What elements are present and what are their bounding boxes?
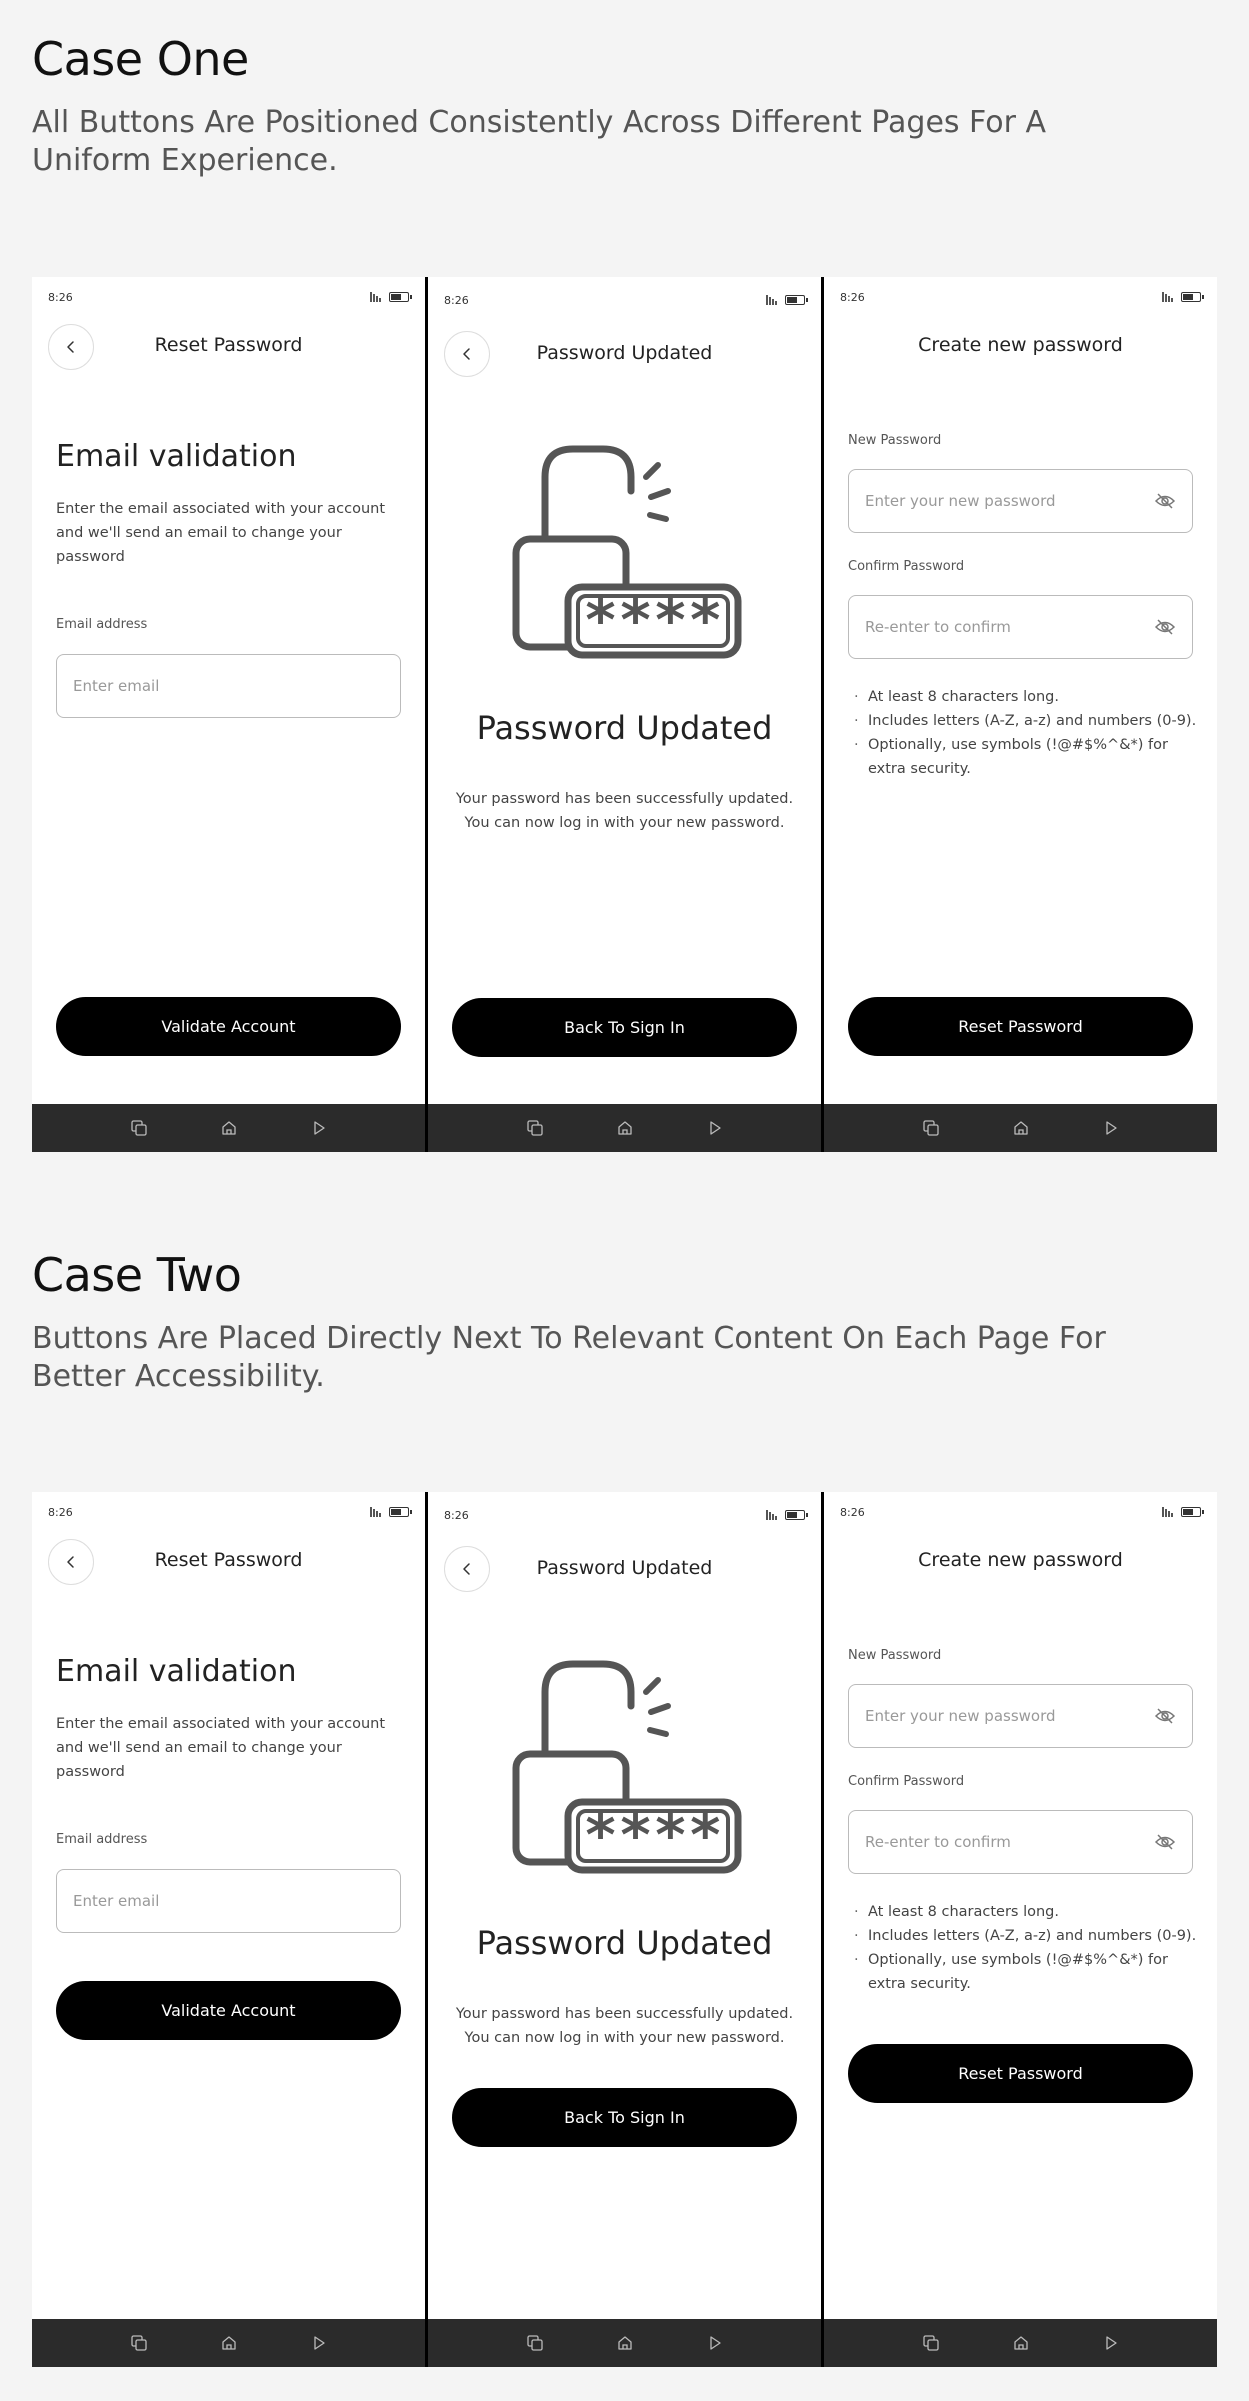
play-back-icon[interactable] [705, 1118, 725, 1138]
confirm-password-field[interactable] [848, 1810, 1193, 1874]
header-title: Password Updated [536, 1557, 713, 1579]
case-two-description: Buttons Are Placed Directly Next To Relevant Content On Each Page For Better Accessibility. [32, 1321, 1106, 1394]
email-placeholder: Enter email [73, 1892, 160, 1910]
play-back-icon[interactable] [1101, 2333, 1121, 2353]
screen-password-updated [428, 277, 821, 1152]
battery-icon [1181, 1507, 1201, 1517]
home-icon[interactable] [615, 2333, 635, 2353]
recent-apps-icon[interactable] [129, 2333, 149, 2353]
play-back-icon[interactable] [705, 2333, 725, 2353]
new-password-field[interactable] [848, 1684, 1193, 1748]
new-password-placeholder: Enter your new password [865, 1707, 1056, 1725]
password-rule: · Includes letters (A-Z, a-z) and numbers (0-9). [854, 709, 1199, 733]
screen-password-updated [428, 1492, 821, 2367]
signal-icon [1162, 292, 1173, 302]
android-nav-bar [32, 1104, 425, 1152]
status-bar [48, 287, 409, 307]
play-back-icon[interactable] [1101, 1118, 1121, 1138]
case-one-description: All Buttons Are Positioned Consistently Across Different Pages For A Uniform Experience. [32, 105, 1046, 178]
confirm-password-label: Confirm Password [848, 559, 965, 574]
confirm-password-placeholder: Re-enter to confirm [865, 618, 1011, 636]
password-rules-list [854, 685, 1199, 781]
eye-off-icon[interactable] [1154, 1705, 1176, 1727]
android-nav-bar [32, 2319, 425, 2367]
eye-off-icon[interactable] [1154, 490, 1176, 512]
back-to-sign-in-button[interactable]: Back To Sign In [452, 2088, 797, 2147]
password-rule: · At least 8 characters long. [854, 685, 1199, 709]
status-time: 8:26 [840, 290, 865, 304]
password-updated-heading: Password Updated [476, 709, 773, 747]
header-title: Reset Password [154, 1549, 303, 1571]
signal-icon [766, 1510, 777, 1520]
case-one-screens [32, 277, 1217, 1152]
screen-reset-password [32, 277, 425, 1152]
android-nav-bar [824, 2319, 1217, 2367]
recent-apps-icon[interactable] [129, 1118, 149, 1138]
heading-email-validation: Email validation [56, 1654, 297, 1689]
signal-icon [370, 292, 381, 302]
battery-icon [785, 1510, 805, 1520]
play-back-icon[interactable] [309, 2333, 329, 2353]
android-nav-bar [428, 1104, 821, 1152]
new-password-placeholder: Enter your new password [865, 492, 1056, 510]
home-icon[interactable] [1011, 1118, 1031, 1138]
password-rule: · Optionally, use symbols (!@#$%^&*) for extra security. [854, 733, 1199, 781]
home-icon[interactable] [1011, 2333, 1031, 2353]
password-rule: · At least 8 characters long. [854, 1900, 1199, 1924]
battery-icon [785, 295, 805, 305]
password-rule: · Optionally, use symbols (!@#$%^&*) for extra security. [854, 1948, 1199, 1996]
status-bar [48, 1502, 409, 1522]
unlocked-padlock-password-icon [508, 437, 748, 677]
validate-account-button[interactable]: Validate Account [56, 1981, 401, 2040]
email-placeholder: Enter email [73, 677, 160, 695]
recent-apps-icon[interactable] [921, 2333, 941, 2353]
status-bar [444, 1505, 805, 1525]
validate-account-button[interactable]: Validate Account [56, 997, 401, 1056]
email-field[interactable] [56, 1869, 401, 1933]
new-password-label: New Password [848, 1648, 942, 1663]
email-field[interactable] [56, 654, 401, 718]
battery-icon [389, 1507, 409, 1517]
confirm-password-label: Confirm Password [848, 1774, 965, 1789]
svg-text:****: **** [583, 1801, 723, 1869]
home-icon[interactable] [219, 2333, 239, 2353]
android-nav-bar [428, 2319, 821, 2367]
signal-icon [1162, 1507, 1173, 1517]
success-message-line-2: You can now log in with your new password. [464, 2030, 785, 2046]
eye-off-icon[interactable] [1154, 616, 1176, 638]
recent-apps-icon[interactable] [525, 1118, 545, 1138]
success-message-line-1: Your password has been successfully updated. [455, 791, 794, 807]
instructions-text: Enter the email associated with your account and we'll send an email to change your password [56, 1716, 386, 1780]
email-label: Email address [56, 1832, 148, 1847]
back-to-sign-in-button[interactable]: Back To Sign In [452, 998, 797, 1057]
eye-off-icon[interactable] [1154, 1831, 1176, 1853]
home-icon[interactable] [219, 1118, 239, 1138]
status-time: 8:26 [48, 1505, 73, 1519]
confirm-password-placeholder: Re-enter to confirm [865, 1833, 1011, 1851]
signal-icon [370, 1507, 381, 1517]
svg-text:****: **** [583, 586, 723, 654]
battery-icon [389, 292, 409, 302]
status-time: 8:26 [444, 1508, 469, 1522]
play-back-icon[interactable] [309, 1118, 329, 1138]
instructions-text: Enter the email associated with your account and we'll send an email to change your password [56, 501, 386, 565]
signal-icon [766, 295, 777, 305]
new-password-label: New Password [848, 433, 942, 448]
battery-icon [1181, 292, 1201, 302]
unlocked-padlock-password-icon [508, 1652, 748, 1892]
screen-create-new-password [824, 1492, 1217, 2367]
header-title: Password Updated [536, 342, 713, 364]
status-bar [840, 287, 1201, 307]
status-time: 8:26 [48, 290, 73, 304]
email-label: Email address [56, 617, 148, 632]
header-title: Create new password [918, 334, 1123, 356]
screen-create-new-password [824, 277, 1217, 1152]
new-password-field[interactable] [848, 469, 1193, 533]
status-time: 8:26 [444, 293, 469, 307]
header-title: Create new password [918, 1549, 1123, 1571]
reset-password-button[interactable]: Reset Password [848, 997, 1193, 1056]
status-bar [444, 290, 805, 310]
case-two-title: Case Two [32, 1248, 242, 1302]
screen-reset-password [32, 1492, 425, 2367]
confirm-password-field[interactable] [848, 595, 1193, 659]
recent-apps-icon[interactable] [921, 1118, 941, 1138]
android-nav-bar [824, 1104, 1217, 1152]
password-rule: · Includes letters (A-Z, a-z) and numbers (0-9). [854, 1924, 1199, 1948]
recent-apps-icon[interactable] [525, 2333, 545, 2353]
success-message-line-2: You can now log in with your new password. [464, 815, 785, 831]
header-title: Reset Password [154, 334, 303, 356]
heading-email-validation: Email validation [56, 439, 297, 474]
password-updated-heading: Password Updated [476, 1924, 773, 1962]
home-icon[interactable] [615, 1118, 635, 1138]
password-rules-list [854, 1900, 1199, 1996]
status-bar [840, 1502, 1201, 1522]
status-time: 8:26 [840, 1505, 865, 1519]
reset-password-button[interactable]: Reset Password [848, 2044, 1193, 2103]
case-one-title: Case One [32, 32, 249, 86]
success-message-line-1: Your password has been successfully updated. [455, 2006, 794, 2022]
case-two-screens [32, 1492, 1217, 2367]
